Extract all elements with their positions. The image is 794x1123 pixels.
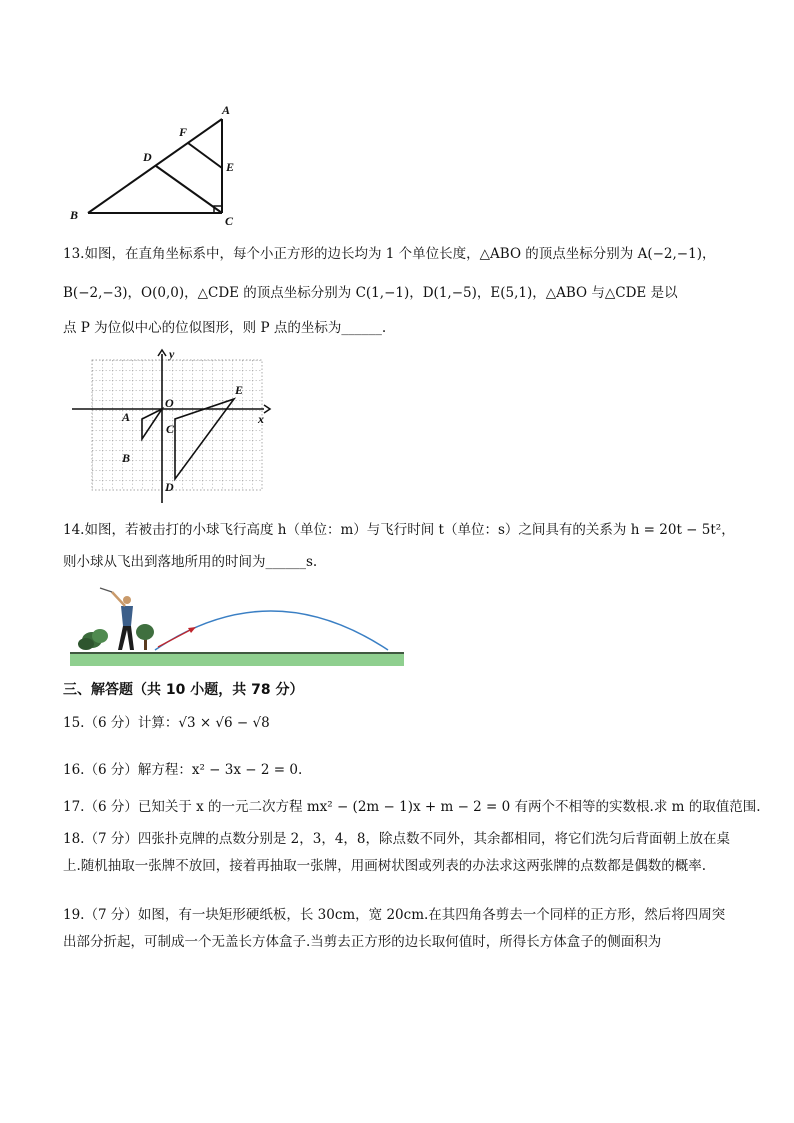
label-f: F: [179, 125, 188, 139]
golf-illustration: [70, 586, 406, 668]
x-axis-arrow: [264, 405, 270, 413]
bush-left: [78, 629, 108, 650]
segment-de: [156, 166, 222, 213]
ball-arrow: [158, 628, 194, 647]
label-e: E: [226, 160, 235, 174]
q16: 16.（6 分）解方程：x² − 3x − 2 = 0.: [63, 762, 303, 778]
label-d: D: [143, 150, 152, 164]
q13-line3: 点 P 为位似中心的位似图形，则 P 点的坐标为______.: [63, 320, 387, 336]
triangle-figure-abc: [60, 98, 250, 230]
label-b: B: [122, 451, 131, 465]
label-a: A: [222, 103, 231, 117]
ground: [70, 652, 404, 666]
section-heading: 三、解答题（共 10 小题，共 78 分）: [63, 682, 304, 698]
q13-line2: B(−2,−3)，O(0,0)，△CDE 的顶点坐标分别为 C(1,−1)，D(1,−5)，E(5,1)，△ABO 与△CDE 是以: [63, 285, 678, 301]
q14-line1: 14.如图，若被击打的小球飞行高度 h（单位：m）与飞行时间 t（单位：s）之间具有的关系为 h = 20t − 5t²，: [63, 522, 735, 538]
label-b: B: [70, 208, 79, 222]
segment-fe: [188, 143, 222, 168]
label-x: x: [258, 412, 264, 426]
label-e: E: [235, 383, 244, 397]
label-a: A: [122, 410, 131, 424]
label-c: C: [225, 214, 234, 228]
tree-right: [136, 624, 154, 650]
q14-line2: 则小球从飞出到落地所用的时间为______s.: [63, 554, 318, 570]
q18: 18.（7 分）四张扑克牌的点数分别是 2，3，4，8，除点数不同外，其余都相同，将它们洗匀后背面朝上放在桌上.随机抽取一张牌不放回，接着再抽取一张牌，用画树状图或列表的办法求这两张牌的点数都是偶数的概率.: [63, 831, 730, 874]
q15: 15.（6 分）计算：√3 × √6 − √8: [63, 715, 270, 731]
label-o: O: [165, 396, 174, 410]
grid: [92, 360, 262, 490]
q17: 17.（6 分）已知关于 x 的一元二次方程 mx² − (2m − 1)x + m − 2 = 0 有两个不相等的实数根.求 m 的取值范围.: [63, 799, 761, 815]
coordinate-grid-figure: [64, 348, 274, 508]
label-y: y: [169, 348, 175, 361]
label-d: D: [165, 480, 174, 494]
q19: 19.（7 分）如图，有一块矩形硬纸板，长 30cm，宽 20cm.在其四角各剪去一个同样的正方形，然后将四周突出部分折起，可制成一个无盖长方体盒子.当剪去正方形的边长取何值时，所得长方体盒子的侧面积为: [63, 907, 726, 950]
q13-line1: 13.如图，在直角坐标系中，每个小正方形的边长均为 1 个单位长度，△ABO 的顶点坐标分别为 A(−2,−1)，: [63, 246, 716, 262]
label-c: C: [166, 422, 175, 436]
